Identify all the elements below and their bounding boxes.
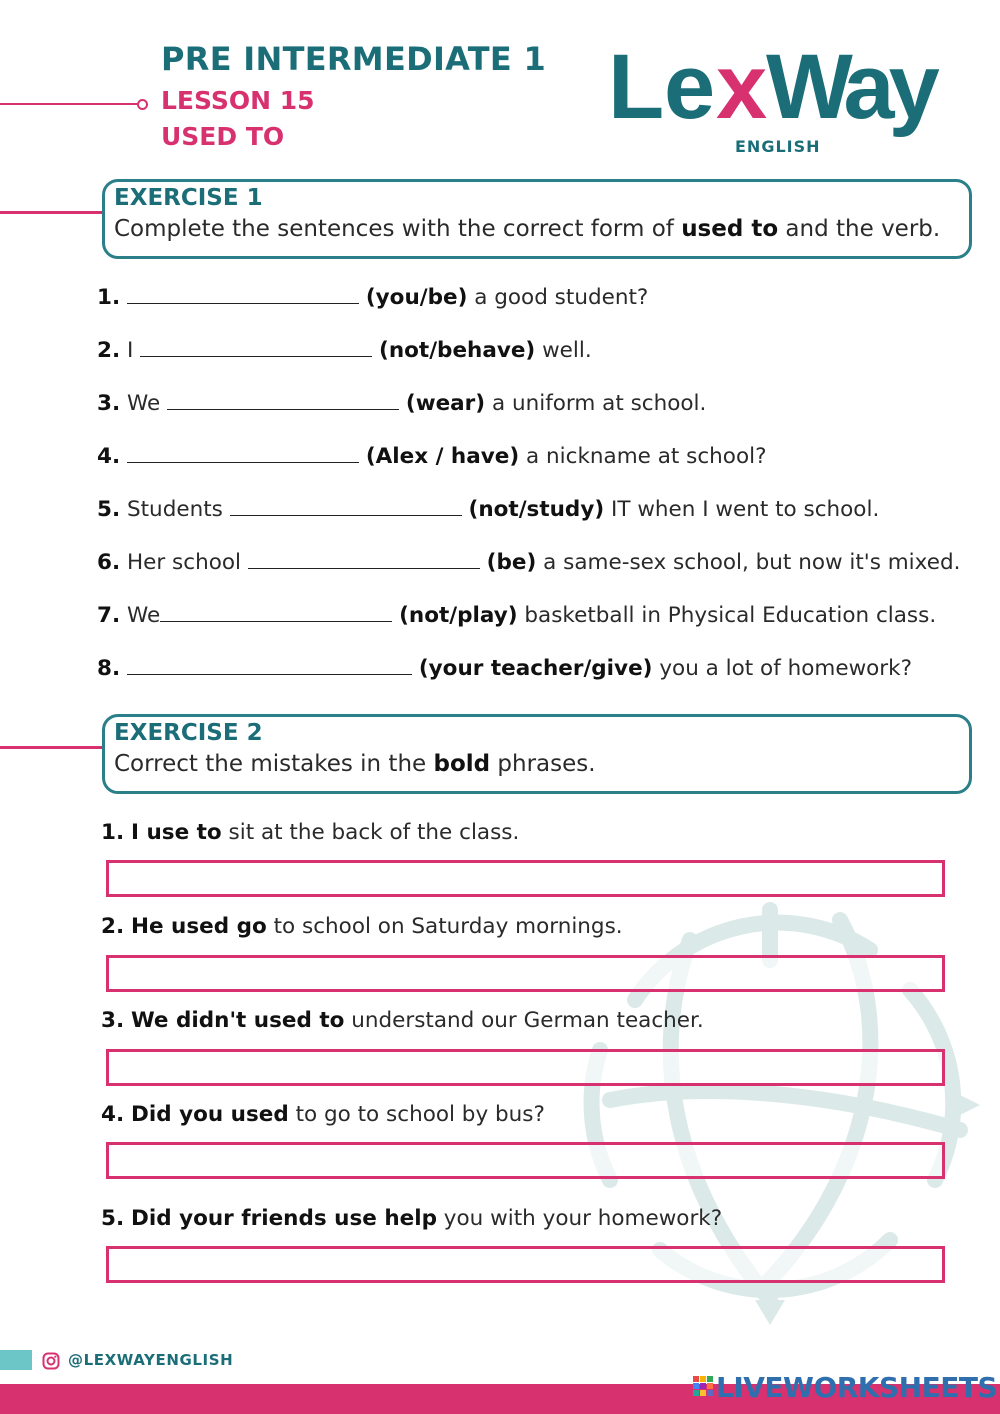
ex1-question-6: 6. Her school (be) a same-sex school, but now it's mixed. bbox=[97, 550, 961, 575]
ex2-question-4: 4. Did you used to go to school by bus? bbox=[101, 1102, 545, 1127]
svg-text:L: L bbox=[608, 36, 661, 138]
svg-text:e: e bbox=[664, 36, 716, 138]
ex1-question-7: 7. We (not/play) basketball in Physical Education class. bbox=[97, 603, 937, 628]
ex1-blank-8[interactable] bbox=[127, 656, 412, 675]
logo-subtitle: ENGLISH bbox=[735, 137, 821, 156]
liveworksheets-brand[interactable]: LIVEWORKSHEETS bbox=[716, 1371, 998, 1404]
ex1-question-8: 8. (your teacher/give) you a lot of homework? bbox=[97, 656, 913, 681]
instagram-icon[interactable] bbox=[42, 1352, 60, 1370]
ex2-answer-box-5[interactable] bbox=[106, 1246, 945, 1283]
exercise1-title: EXERCISE 1 bbox=[114, 185, 263, 211]
lexway-logo bbox=[606, 36, 961, 140]
ex1-blank-2[interactable] bbox=[140, 338, 372, 357]
lesson-number: LESSON 15 bbox=[161, 86, 315, 115]
ex1-question-3: 3. We (wear) a uniform at school. bbox=[97, 391, 707, 416]
instagram-handle[interactable]: @LEXWAYENGLISH bbox=[68, 1351, 234, 1369]
ex2-question-3: 3. We didn't used to understand our German teacher. bbox=[101, 1008, 704, 1033]
ex2-question-5: 5. Did your friends use help you with your homework? bbox=[101, 1206, 723, 1231]
ex1-blank-6[interactable] bbox=[248, 550, 480, 569]
ex1-blank-4[interactable] bbox=[127, 444, 359, 463]
ex1-question-1: 1. (you/be) a good student? bbox=[97, 285, 649, 310]
ex1-blank-5[interactable] bbox=[230, 497, 462, 516]
ex2-question-1: 1. I use to sit at the back of the class. bbox=[101, 820, 520, 845]
course-level: PRE INTERMEDIATE 1 bbox=[161, 40, 547, 78]
ex2-answer-box-2[interactable] bbox=[106, 955, 945, 992]
exercise2-accent-line bbox=[0, 746, 106, 749]
header-accent-dot bbox=[137, 99, 148, 110]
ex2-answer-box-3[interactable] bbox=[106, 1049, 945, 1086]
svg-text:x: x bbox=[716, 36, 768, 138]
liveworksheets-icon bbox=[693, 1374, 715, 1400]
ex2-answer-box-1[interactable] bbox=[106, 860, 945, 897]
ex2-question-2: 2. He used go to school on Saturday mornings. bbox=[101, 914, 623, 939]
ex2-answer-box-4[interactable] bbox=[106, 1142, 945, 1179]
lesson-topic: USED TO bbox=[161, 122, 285, 151]
ex1-question-2: 2. I (not/behave) well. bbox=[97, 338, 592, 363]
ex1-blank-7[interactable] bbox=[160, 603, 392, 622]
ex1-question-4: 4. (Alex / have) a nickname at school? bbox=[97, 444, 767, 469]
exercise2-title: EXERCISE 2 bbox=[114, 720, 263, 746]
exercise1-instructions: Complete the sentences with the correct form of used to and the verb. bbox=[114, 216, 941, 242]
ex1-blank-1[interactable] bbox=[127, 285, 359, 304]
ex1-question-5: 5. Students (not/study) IT when I went to school. bbox=[97, 497, 880, 522]
exercise2-instructions: Correct the mistakes in the bold phrases. bbox=[114, 751, 596, 777]
exercise1-accent-line bbox=[0, 211, 106, 214]
footer-teal-block bbox=[0, 1350, 32, 1370]
header-accent-line bbox=[0, 103, 140, 105]
ex1-blank-3[interactable] bbox=[167, 391, 399, 410]
svg-text:Way: Way bbox=[766, 36, 934, 138]
